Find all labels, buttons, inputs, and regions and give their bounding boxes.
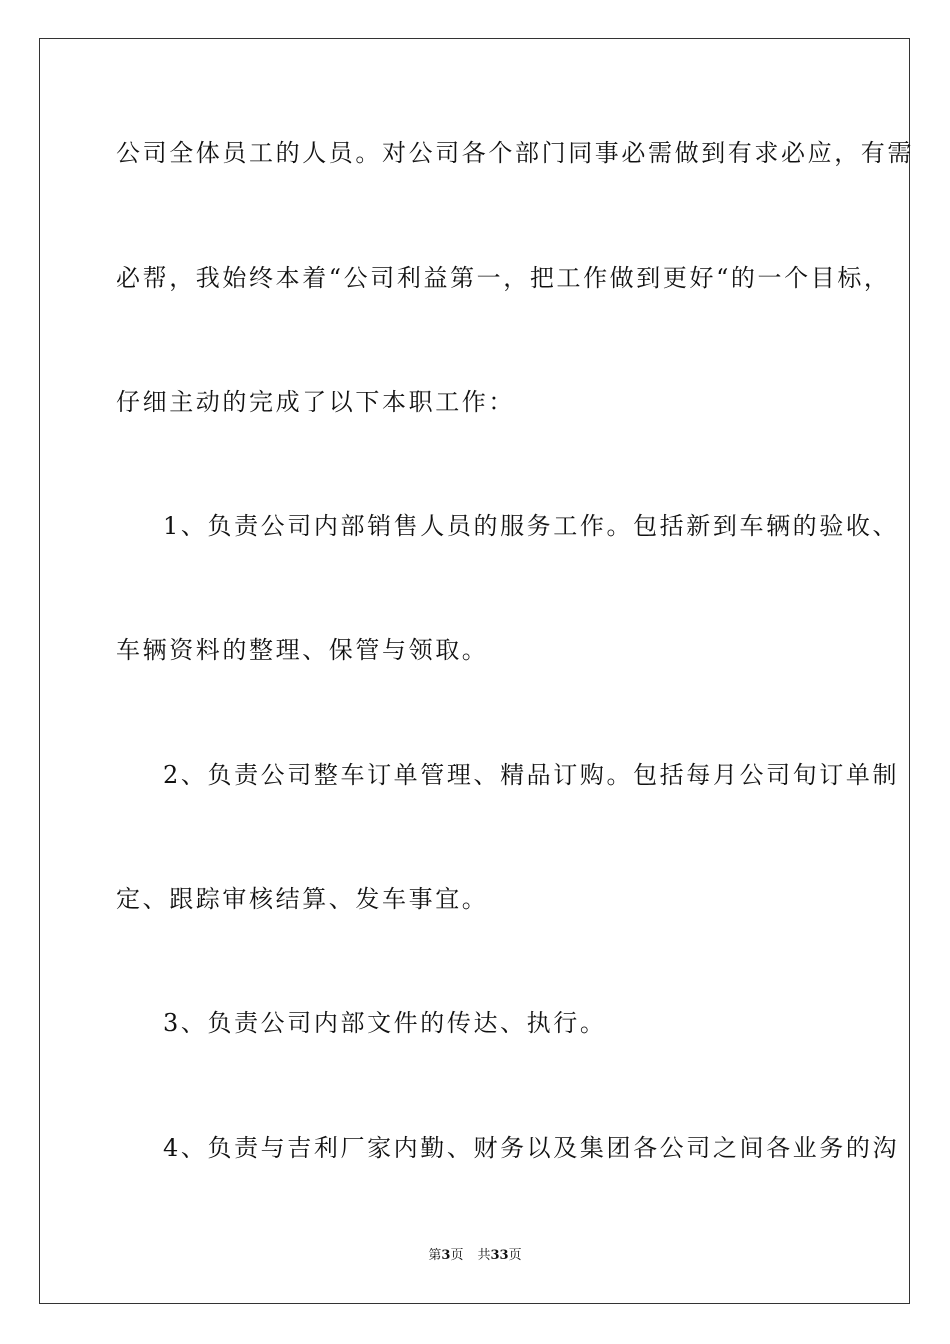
page-footer bbox=[0, 1248, 950, 1264]
total-suffix: 页 bbox=[508, 1248, 522, 1263]
list-item-2-line-1: 2、负责公司整车订单管理、精品订购。包括每月公司旬订单制 bbox=[163, 761, 900, 789]
body-text-line-2: 必帮，我始终本着“公司利益第一，把工作做到更好“的一个目标， bbox=[116, 264, 891, 292]
body-text-line-1: 公司全体员工的人员。对公司各个部门同事必需做到有求必应，有需 bbox=[116, 139, 914, 167]
total-pages: 33 bbox=[490, 1248, 509, 1263]
page-prefix: 第 bbox=[428, 1248, 442, 1263]
list-item-2-line-2: 定、跟踪审核结算、发车事宜。 bbox=[116, 885, 489, 913]
list-item-1-line-1: 1、负责公司内部销售人员的服务工作。包括新到车辆的验收、 bbox=[163, 512, 900, 540]
list-item-1-line-2: 车辆资料的整理、保管与领取。 bbox=[116, 636, 489, 664]
list-item-3: 3、负责公司内部文件的传达、执行。 bbox=[163, 1009, 607, 1037]
list-item-4-line-1: 4、负责与吉利厂家内勤、财务以及集团各公司之间各业务的沟 bbox=[163, 1134, 900, 1162]
page-border bbox=[39, 38, 914, 1304]
body-text-line-3: 仔细主动的完成了以下本职工作： bbox=[116, 388, 515, 416]
page-suffix: 页 bbox=[450, 1248, 464, 1263]
total-prefix: 共 bbox=[477, 1248, 491, 1263]
page-number: 3 bbox=[441, 1248, 451, 1263]
